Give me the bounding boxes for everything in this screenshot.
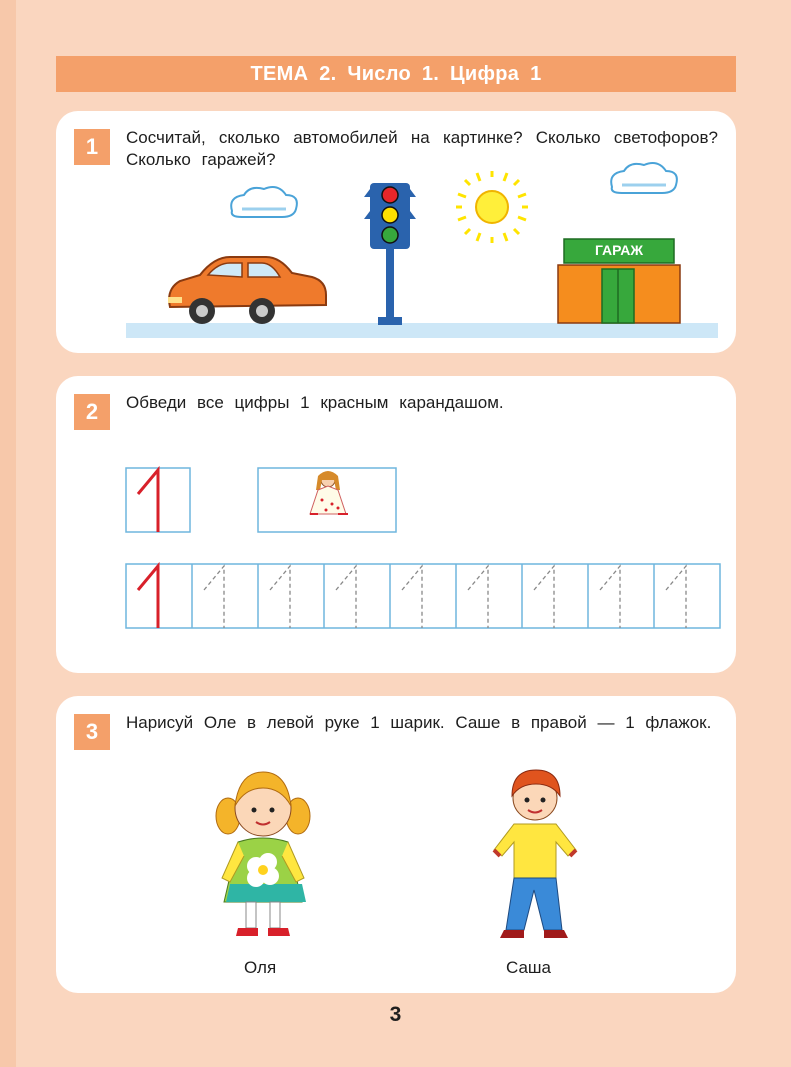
task-1-scene (56, 111, 736, 353)
task-1-text: Сосчитай, сколько автомобилей на картинке? Сколько светофоров? Сколько гаражей? (126, 128, 718, 169)
task-1-number: 1 (74, 129, 110, 165)
page-edge-strip (0, 0, 16, 1067)
task-3-text: Нарисуй Оле в левой руке 1 шарик. Саше в правой — 1 флажок. (126, 713, 712, 732)
task-3-card (56, 696, 736, 993)
topic-header: ТЕМА 2. Число 1. Цифра 1 (56, 56, 736, 92)
sun-icon (456, 171, 528, 243)
cloud-icon-left (231, 187, 297, 217)
road-strip (126, 323, 718, 338)
task-1-card (56, 111, 736, 353)
girl-name-label: Оля (244, 958, 277, 977)
boy-name-label: Саша (506, 958, 552, 977)
task-2-tracing-area (56, 376, 736, 673)
task-2-text: Обведи все цифры 1 красным карандашом. (126, 393, 504, 412)
tracing-row (126, 564, 720, 628)
girl-illustration (208, 766, 318, 946)
cloud-icon-right (611, 163, 677, 193)
garage-sign-label: ГАРАЖ (594, 242, 644, 258)
sample-digit-cell (126, 468, 190, 532)
flower-icon (247, 853, 279, 887)
task-2-number: 2 (74, 394, 110, 430)
task-2-card (56, 376, 736, 673)
boy-illustration (480, 766, 590, 946)
traffic-light-icon (364, 183, 416, 325)
page-number: 3 (389, 1003, 402, 1026)
task-3-number: 3 (74, 714, 110, 750)
car-icon (168, 257, 326, 324)
